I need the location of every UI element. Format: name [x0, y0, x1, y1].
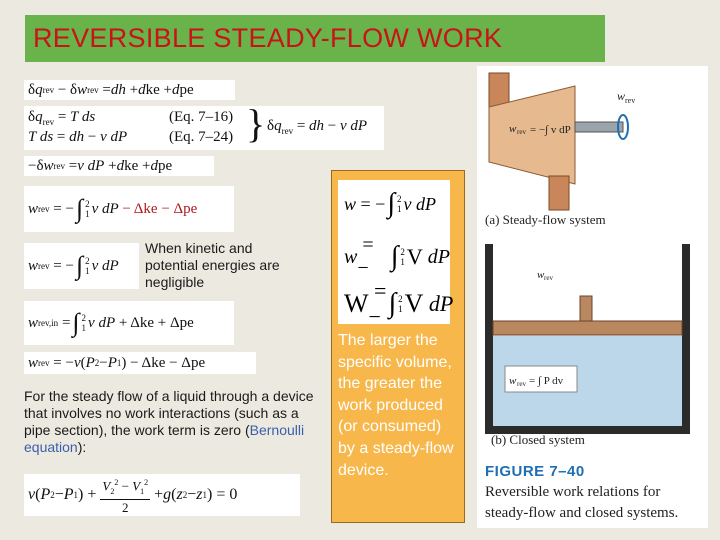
work-eq-large: W = − ∫ 2 1 V dP [344, 278, 454, 329]
incompressible-work-equation: w rev = − v ( P 2 − P 1 ) − Δke − Δpe [24, 352, 256, 374]
bernoulli-equation: v ( P 2 − P 1 ) + $V_2^2 - V_1^2$ 2 + g ( z 2 − z 1 ) = 0 [24, 474, 300, 516]
energy-balance-equation: δ q rev − δ w rev = dh + d ke + d pe [24, 80, 235, 100]
label-steady-flow: (a) Steady-flow system [485, 212, 606, 227]
piston-rod [580, 296, 592, 321]
svg-text:= −∫ v dP: = −∫ v dP [530, 124, 571, 136]
specific-volume-equations [338, 180, 454, 329]
negligible-note: When kinetic and potential energies are negligible [145, 240, 280, 290]
svg-text:= ∫ P dv: = ∫ P dv [529, 375, 564, 387]
svg-text:w: w [509, 375, 517, 387]
liquid-flow-note [24, 388, 324, 456]
figure-panel [477, 66, 708, 528]
work-eq-medium: w = − ∫ 2 1 V dP [344, 234, 450, 279]
figure-illustration [477, 66, 708, 528]
piston [493, 321, 682, 335]
work-differential-equation: −δ w rev = v dP + d ke + d pe [24, 156, 214, 176]
label-closed-system: (b) Closed system [491, 432, 585, 447]
reversible-work-equation: w rev = − ∫ 2 1 v dP − Δke − Δpe [24, 186, 234, 232]
svg-text:rev: rev [544, 274, 553, 282]
figure-number: FIGURE 7–40 [485, 463, 585, 480]
figure-caption [485, 482, 678, 524]
caption-line-2: steady-flow and closed systems. [485, 505, 679, 521]
svg-text:w: w [617, 89, 626, 103]
svg-text:w: w [537, 269, 545, 281]
inlet-pipe [489, 73, 509, 107]
slide-title: REVERSIBLE STEADY-FLOW WORK [33, 23, 503, 53]
tds-relations: $\delta q_{rev} = T$ ds T ds = dh − v dP (Eq. 7–16) (Eq. 7–24) } $\delta q_{rev}$ = dh − v dP [24, 106, 384, 150]
caption-line-1: Reversible work relations for [485, 484, 661, 500]
work-eq-small: w = − ∫ 2 1 v dP [344, 188, 436, 219]
cylinder-wall-left [485, 244, 493, 434]
outlet-pipe [549, 176, 569, 210]
eq-ref-2: (Eq. 7–24) [169, 129, 234, 145]
liquid-flow-end: ): [77, 439, 87, 455]
svg-text:rev: rev [517, 380, 526, 388]
negligible-ke-pe-equation: w rev = − ∫ 2 1 v dP [24, 243, 139, 289]
bernoulli-link: Bernoulli equation [24, 422, 305, 455]
brace: } [246, 101, 266, 146]
svg-text:rev: rev [517, 128, 526, 136]
eq-ref-1: (Eq. 7–16) [169, 109, 234, 125]
title-bar [25, 15, 605, 62]
work-input-equation: w rev,in = ∫ 2 1 v dP + Δke + Δpe [24, 301, 234, 345]
shaft [575, 122, 623, 132]
cylinder-wall-right [682, 244, 690, 434]
svg-text:rev: rev [625, 96, 636, 105]
liquid-flow-text: For the steady flow of a liquid through a device that involves no work interactions (such as a pipe section), the work term is zero ( [24, 388, 314, 438]
svg-text:w: w [509, 123, 517, 135]
callout-text: The larger the specific volume, the greater the work produced (or consumed) by a steady-flow device. [338, 332, 454, 479]
